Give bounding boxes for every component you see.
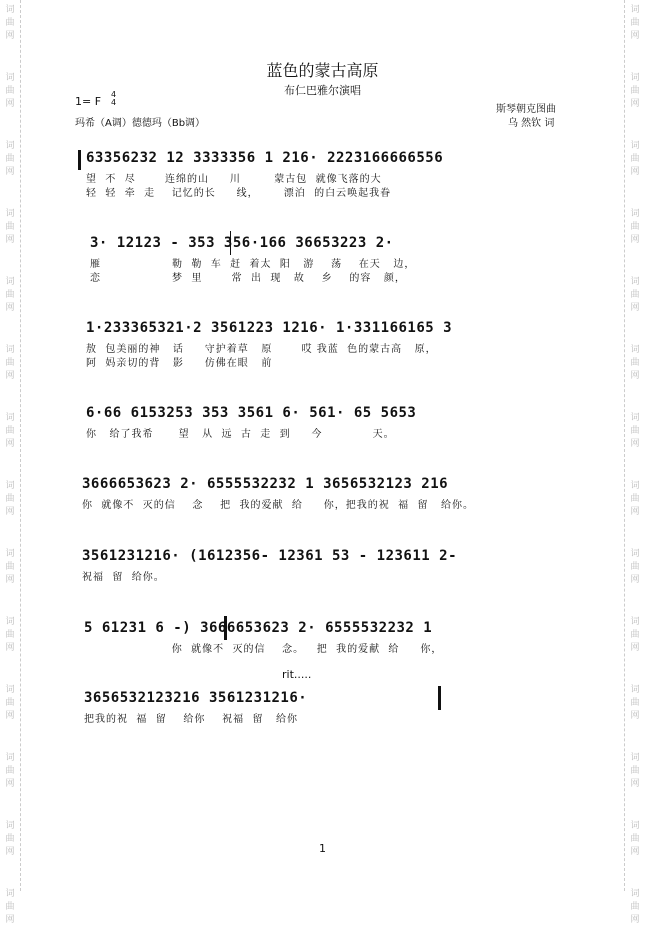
time-signature <box>111 91 116 107</box>
score-system-6 <box>78 548 573 588</box>
score-system-5 <box>78 476 573 516</box>
notation-line: 1·233365321·2 3561223 1216· 1·331166165 3 <box>86 320 453 336</box>
notation-line: 3561231216· (1612356- 12361 53 - 123611 2- <box>82 548 458 564</box>
lyric-verse-2: 恋 梦 里 常 出 现 故 乡 的容 颜， <box>90 273 406 284</box>
vocalist-keys: 玛希（A调）德德玛（Bb调） <box>75 118 206 129</box>
score-system-2 <box>78 235 573 290</box>
composer-credit: 斯琴朝克图曲 <box>496 104 556 115</box>
key-signature: 1= F <box>75 95 102 108</box>
repeat-barline <box>224 616 227 640</box>
lyric-verse-2: 阿 妈亲切的背 影 仿佛在眼 前 <box>86 358 273 369</box>
lyric-verse-1: 望 不 尽 连绵的山 川 蒙古包 就像飞落的大 <box>86 174 382 185</box>
score-system-3 <box>78 320 573 375</box>
ritardando-mark: rit..... <box>282 668 312 681</box>
left-margin-line <box>20 0 21 891</box>
lyric-verse-1: 你 就像不 灭的信 念。 把 我的爱献 给 你， <box>84 644 443 655</box>
song-title: 蓝色的蒙古高原 <box>266 61 379 80</box>
notation-line: 6·66 6153253 353 3561 6· 561· 65 5653 <box>86 405 417 421</box>
score-system-4 <box>78 405 573 445</box>
notation-line: 3· 12123 - 353 356·166 36653223 2· <box>90 235 394 251</box>
watermark-left: 词 曲 网 词 曲 网 词 曲 网 词 曲 网 词 曲 网 词 曲 网 词 曲 网 词 曲 网 词 曲 网 词 曲 网 词 曲 网 词 曲 网 词 曲 网 词 曲 网 <box>5 5 15 925</box>
notation-line: 63356232 12 3333356 1 216· 2223166666556 <box>86 150 444 166</box>
lyric-verse-1: 你 就像不 灭的信 念 把 我的爱献 给 你，把我的祝 福 留 给你。 <box>82 500 475 511</box>
notation-line: 3666653623 2· 6555532232 1 3656532123 216 <box>82 476 449 492</box>
final-barline <box>438 686 441 710</box>
right-margin-line <box>624 0 625 891</box>
watermark-right: 词 曲 网 词 曲 网 词 曲 网 词 曲 网 词 曲 网 词 曲 网 词 曲 网 词 曲 网 词 曲 网 词 曲 网 词 曲 网 词 曲 网 词 曲 网 词 曲 网 <box>630 5 640 925</box>
notation-line: 3656532123216 3561231216· <box>84 690 308 706</box>
lyricist-credit: 乌 然钦 词 <box>508 118 555 129</box>
notation-line: 5 61231 6 -) 3666653623 2· 6555532232 1 <box>84 620 433 636</box>
score-system-7 <box>78 620 573 660</box>
lyric-verse-1: 祝福 留 给你。 <box>82 572 165 583</box>
lyric-verse-1: 敖 包美丽的神 话 守护着草 原 哎 我蓝 色的蒙古高 原， <box>86 344 437 355</box>
page-number: 1 <box>319 842 326 855</box>
meter-top: 4 <box>111 90 117 99</box>
performer-line: 布仁巴雅尔演唱 <box>284 84 361 97</box>
score-system-1 <box>78 150 573 205</box>
lyric-verse-1: 你 给了我希 望 从 远 古 走 到 今 天。 <box>86 429 395 440</box>
lyric-verse-1: 把我的祝 福 留 给你 祝福 留 给你 <box>84 714 299 725</box>
lyric-verse-1: 雁 勒 勒 车 赶 着太 阳 游 荡 在天 边， <box>90 259 416 270</box>
meter-bottom: 4 <box>111 98 117 107</box>
lyric-verse-2: 轻 轻 牵 走 记忆的长 线， 漂泊 的白云唤起我眷 <box>86 188 392 199</box>
repeat-barline <box>78 150 81 170</box>
barline <box>230 231 231 255</box>
score-system-8 <box>78 690 573 730</box>
